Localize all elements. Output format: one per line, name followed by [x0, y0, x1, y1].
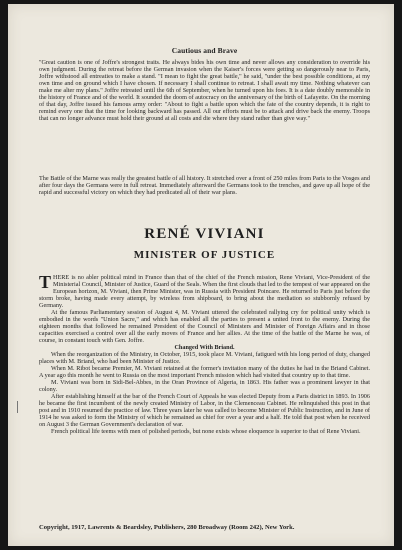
- drop-cap: T: [39, 272, 52, 292]
- body-paragraph-4: When M. Ribot became Premier, M. Viviani retained at the former's invitation many of the duties he had in the Briand Cabinet. A year ago this month he went to Russia on the most important French mission which had visited that country up to that time.: [39, 365, 370, 379]
- body-paragraph-6: After establishing himself at the bar of the French Court of Appeals he was elected Deputy from a Paris district in 1893. In 1906 he became the first incumbent of the newly created Ministry of Labor, in the Clemenceau Cabinet. He relinquished this post in that post and in 1910 resumed the practice of law. Three years later he was called to become Minister of Public Instruction, and in June of 1914 he was asked to form the Ministry of which he remained as chief for over a year and a half. He told that post when he received on August 3 the German Government's declaration of war.: [39, 393, 370, 428]
- article-body: [39, 274, 370, 435]
- article-title: RENÉ VIVIANI: [144, 226, 265, 242]
- body-subheading: Changed With Briand.: [174, 344, 235, 351]
- paragraph-marne-battle: The Battle of the Marne was really the greatest battle of all history. It stretched over a front of 250 miles from Paris to the Vosges and after four days the Germans were in full retreat. Immediately afterward the Germans took to the trenches, and gave up all hope of the rapid and successful victory on which they had predicated all of their war plans.: [39, 175, 370, 196]
- paragraph-joffre-caution: "Great caution is one of Joffre's strongest traits. He always bides his own time and never allows any consideration to override his own judgment. During the retreat before the German invasion when the Kaiser's forces were getting so dangerously near to Paris, Joffre withstood all entreaties to make a stand. "I mean to fight the great battle," he said, "under the best possible conditions, at my own time and on ground which I have chosen. If necessary I shall continue to retreat. I shall await my time. Nothing whatever can make me alter my plans." Joffre retreated until the 6th of September, when he turned upon his foes. It is a date doubly memorable in the history of France and of the world. It sounded the doom of autocracy on the anniversary of the birth of Lafayette. On the morning of that day, Joffre issued his famous army order: "About to fight a battle upon which the fate of the country depends, it is right to remind every one that the time for looking backward has passed. All our efforts must be to attack and drive back the enemy. Troops that can no longer advance must hold their ground at all costs and die where they stand rather than give way.": [39, 59, 370, 122]
- body-paragraph-1-text: HERE is no abler political mind in France than that of the chief of the French mission, Rene Viviani, Vice-President of the Ministerial Council, Minister of Justice, Guard of the Seals. When the first clouds that led to the tempest of war appeared on the European horizon, M. Viviani, then Prime Minister, was in Russia with President Poincare. He returned to Paris just before the storm broke, having made every attempt, by wireless from shipboard, to bring about the mediation so stubbornly refused by Germany.: [39, 274, 370, 309]
- document-page: [8, 4, 394, 546]
- margin-mark: [17, 401, 20, 413]
- section-heading: Cautious and Brave: [171, 46, 238, 55]
- body-paragraph-5: M. Viviani was born in Sidi-Bel-Abbes, in the Oran Province of Algeria, in 1863. His father was a prominent lawyer in that colony.: [39, 379, 370, 393]
- body-paragraph-7: French political life teems with men of polished periods, but none exists whose eloquence is superior to that of Rene Viviani.: [51, 428, 361, 435]
- body-paragraph-1: [39, 274, 370, 309]
- copyright-line: Copyright, 1917, Lawrents & Beardsley, Publishers, 280 Broadway (Room 242), New York.: [39, 524, 295, 531]
- body-paragraph-2: At the famous Parliamentary session of August 4, M. Viviani uttered the celebrated rallying cry for political unity which is embodied in the words "Union Sacre," and which has enabled all the parties to present a united front to the enemy. During the eighteen months that followed he remained President of the Council of Ministers and Minister of Foreign Affairs and in those capacities exercised a control over all the early moves of France and her allies. At the time of the battle of the Marne he was, of course, in constant touch with Gen. Joffre.: [39, 309, 370, 344]
- article-subtitle: MINISTER OF JUSTICE: [133, 249, 276, 261]
- body-paragraph-3: When the reorganization of the Ministry, in October, 1915, took place M. Viviani, fatigued with his long period of duty, changed places with M. Briand, who had been Minister of Justice.: [39, 351, 370, 365]
